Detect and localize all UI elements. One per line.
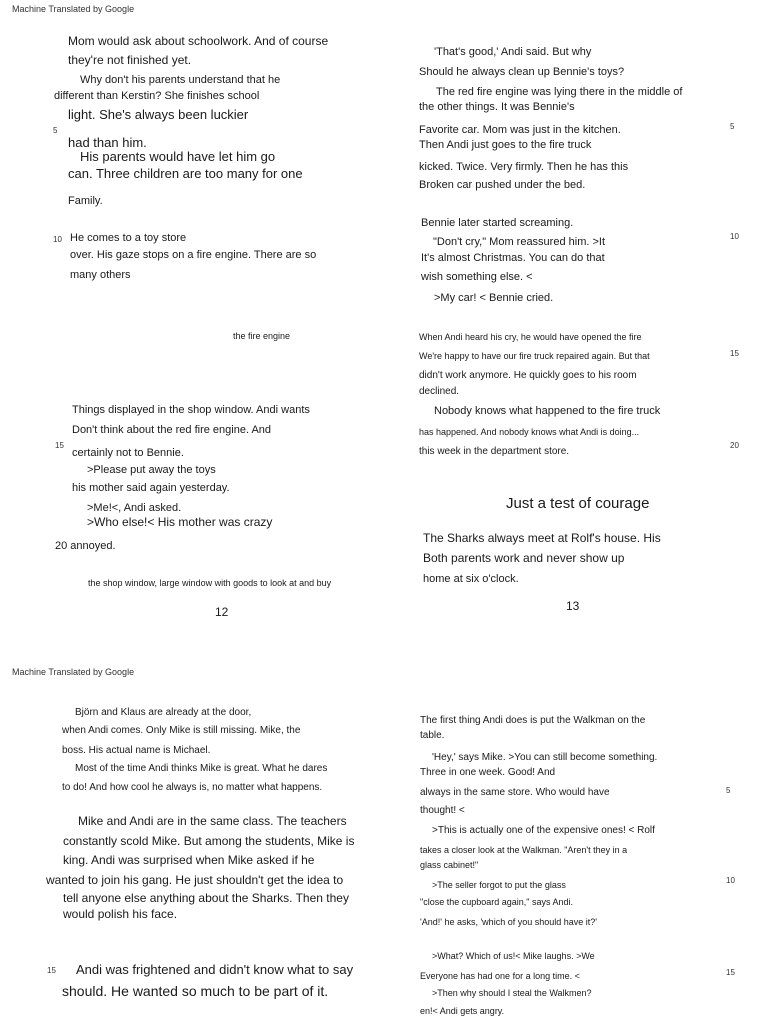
text-line: didn't work anymore. He quickly goes to his room [419,370,637,381]
text-line: has happened. And nobody knows what Andi is doing... [419,427,640,437]
footnote: the shop window, large window with goods to look at and buy [88,578,332,588]
text-line: light. She's always been luckier [68,107,249,122]
chapter-title: Just a test of courage [506,495,650,512]
text-line: 'And!' he asks, 'which of you should have it?' [420,917,597,927]
text-line: He comes to a toy store [70,232,187,244]
text-line: We're happy to have our fire truck repaired again. But that [419,351,650,361]
text-line: >What? Which of us!< Mike laughs. >We [432,951,595,961]
text-line: wish something else. < [421,271,533,283]
text-line: >Who else!< His mother was crazy [87,515,273,529]
text-line: >Me!<, Andi asked. [87,502,182,514]
text-line: Mike and Andi are in the same class. The teachers [78,814,347,828]
text-line: Most of the time Andi thinks Mike is great. What he dares [75,763,328,774]
text-line: the other things. It was Bennie's [419,101,575,113]
line-number: 10 [53,235,62,244]
text-line: many others [70,269,131,281]
line-number: 5 [726,786,731,795]
page-number: 13 [566,599,580,613]
text-line: Why don't his parents understand that he [80,74,281,86]
text-line: constantly scold Mike. But among the students, Mike is [63,834,355,848]
text-line: wanted to join his gang. He just shouldn't get the idea to [46,873,344,887]
text-line: Bennie later started screaming. [421,217,574,229]
text-line: The first thing Andi does is put the Walkman on the [420,715,646,726]
text-line: >Please put away the toys [87,464,216,476]
text-line: different than Kerstin? She finishes school [54,90,260,102]
text-line: when Andi comes. Only Mike is still missing. Mike, the [62,725,301,736]
text-line: Broken car pushed under the bed. [419,179,586,191]
text-line: this week in the department store. [419,446,570,457]
line-number: 10 [726,876,735,885]
text-line: 'Hey,' says Mike. >You can still become something. [432,752,658,763]
text-line: >The seller forgot to put the glass [432,880,566,890]
text-line: Don't think about the red fire engine. And [72,424,272,436]
line-number: 15 [726,968,735,977]
line-number: 5 [53,126,58,135]
text-line: Family. [68,195,103,207]
header-machine-translated: Machine Translated by Google [12,667,135,677]
text-line: Things displayed in the shop window. Andi wants [72,404,310,416]
text-line: certainly not to Bennie. [72,447,184,459]
text-line: had than him. [68,135,147,150]
text-line: Mom would ask about schoolwork. And of course [68,34,329,48]
text-line: to do! And how cool he always is, no matter what happens. [62,782,323,793]
text-line: >Then why should I steal the Walkmen? [432,988,592,998]
footnote: the fire engine [233,331,291,341]
text-line: Should he always clean up Bennie's toys? [419,66,625,78]
text-line: Both parents work and never show up [423,551,625,565]
text-line: 20 annoyed. [55,540,116,552]
text-line: declined. [419,386,460,397]
text-line: Then Andi just goes to the fire truck [419,139,592,151]
text-line: tell anyone else anything about the Sharks. Then they [63,891,349,905]
text-line: his mother said again yesterday. [72,482,230,494]
text-line: kicked. Twice. Very firmly. Then he has this [419,161,629,173]
text-line: over. His gaze stops on a fire engine. There are so [70,249,317,261]
line-number: 15 [730,349,739,358]
line-number: 20 [730,441,739,450]
text-line: Andi was frightened and didn't know what to say [76,962,354,977]
text-line: Björn and Klaus are already at the door, [75,707,252,718]
text-line: glass cabinet!" [420,860,479,870]
text-line: Nobody knows what happened to the fire truck [434,405,661,417]
text-line: thought! < [420,805,465,816]
text-line: en!< Andi gets angry. [420,1006,505,1016]
page-number: 12 [215,605,229,619]
text-line: they're not finished yet. [68,53,192,67]
text-line: The Sharks always meet at Rolf's house. His [423,531,661,545]
text-line: takes a closer look at the Walkman. "Aren't they in a [420,845,628,855]
text-line: 'That's good,' Andi said. But why [434,46,592,58]
line-number: 10 [730,232,739,241]
text-line: king. Andi was surprised when Mike asked if he [63,853,315,867]
text-line: Everyone has had one for a long time. < [420,971,580,981]
text-line: would polish his face. [63,907,178,921]
text-line: should. He wanted so much to be part of it. [62,983,329,999]
header-machine-translated: Machine Translated by Google [12,4,135,14]
text-line: The red fire engine was lying there in the middle of [436,86,683,98]
text-line: boss. His actual name is Michael. [62,745,211,756]
text-line: His parents would have let him go [80,149,276,164]
line-number: 15 [47,966,56,975]
text-line: Three in one week. Good! And [420,767,556,778]
text-line: >My car! < Bennie cried. [434,292,554,304]
line-number: 15 [55,441,64,450]
text-line: home at six o'clock. [423,573,519,585]
text-line: "Don't cry," Mom reassured him. >It [433,236,606,248]
text-line: can. Three children are too many for one [68,166,303,181]
text-line: When Andi heard his cry, he would have opened the fire [419,332,642,342]
line-number: 5 [730,122,735,131]
text-line: always in the same store. Who would have [420,787,610,798]
text-line: table. [420,730,445,741]
text-line: It's almost Christmas. You can do that [421,252,605,264]
text-line: >This is actually one of the expensive ones! < Rolf [432,825,655,836]
text-line: "close the cupboard again," says Andi. [420,897,573,907]
text-line: Favorite car. Mom was just in the kitchen. [419,124,621,136]
